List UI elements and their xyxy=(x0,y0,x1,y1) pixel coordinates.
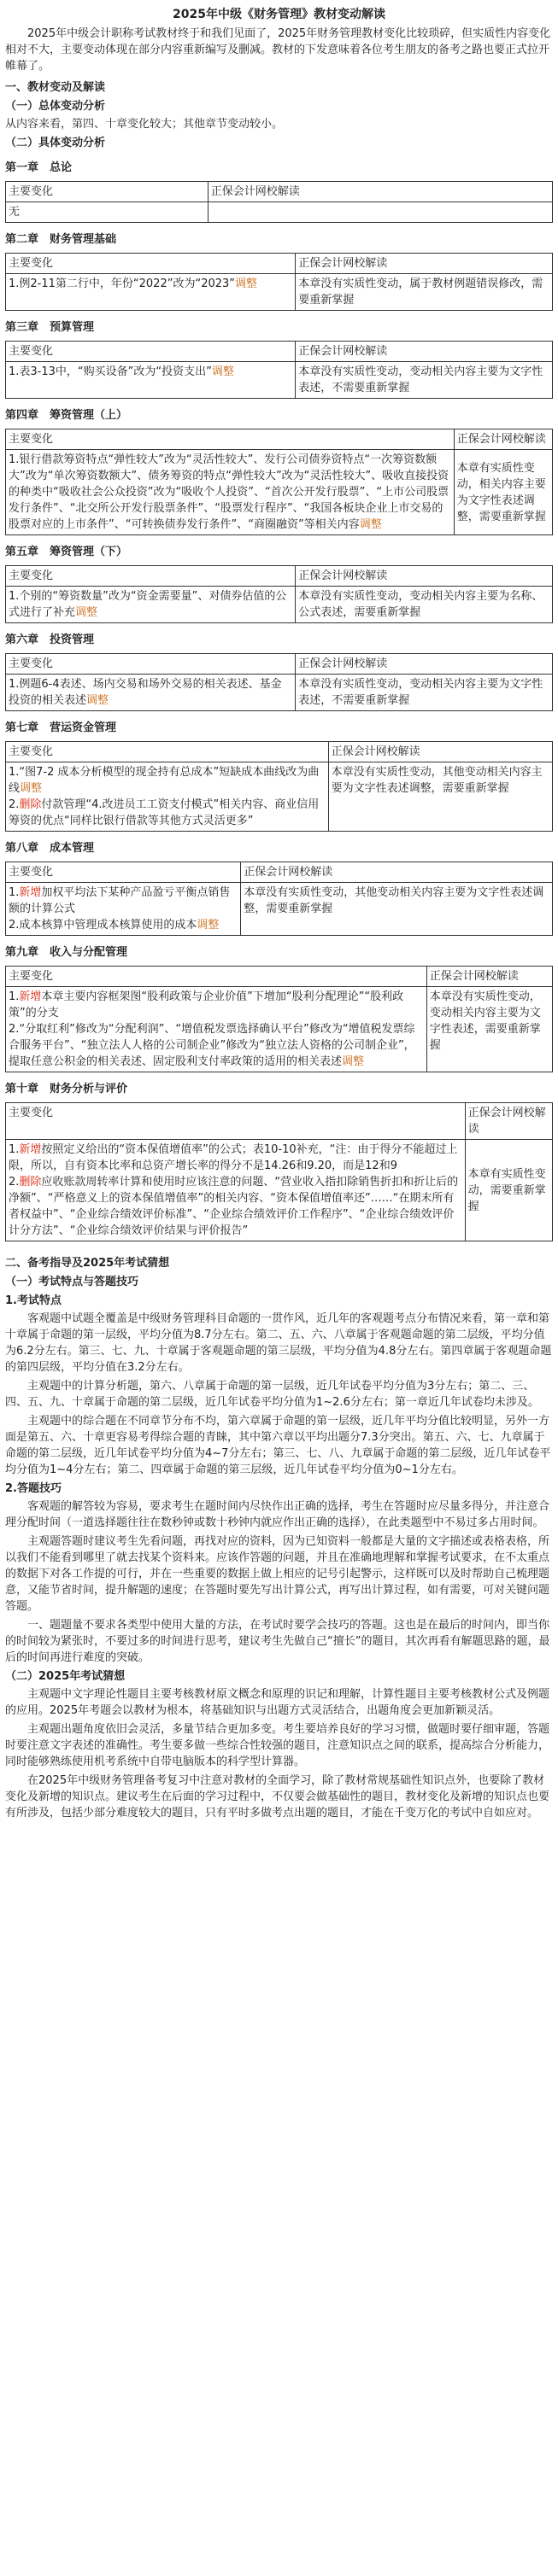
change-text: 2.“分取红利”修改为“分配利润”、“增值税发票选择确认平台”修改为“增值税发票综合服务平台”、“独立法人人格的公司制企业”修改为“独立法人资格的公司制企业”，提取任意公积金的相关表述、固定股利支付率政策的适用的相关表述 xyxy=(9,1023,415,1068)
change-item-1 xyxy=(9,764,326,797)
overall-analysis-text: 从内容来看，第四、十章变化较大；其他章节变动较小。 xyxy=(5,118,284,131)
document-title: 2025年中级《财务管理》教材变动解读 xyxy=(173,8,385,21)
change-tag: 新增 xyxy=(19,886,42,899)
col-header-change: 主要变化 xyxy=(6,862,241,883)
table-row xyxy=(6,450,553,535)
forecast-paragraph-3: 在2025年中级财务管理备考复习中注意对教材的全面学习，除了教材常规基础性知识点外，也要除了教材变化及新增的知识点。建议考生在后面的学习过程中，不仅要会做基础性的题目，教材变化及新增的知识点也要有所涉及，包括少部分难度较大的题目，只有平时多做考点出题的题目，才能在千变万化的考试中自如应对。 xyxy=(5,1774,550,1820)
table-header-row xyxy=(6,654,553,675)
change-number: 1. xyxy=(9,886,20,899)
change-cell xyxy=(6,450,455,535)
subsection-overall-title: （一）总体变动分析 xyxy=(5,100,106,113)
table-header-row xyxy=(6,862,553,883)
col-header-school: 正保会计网校解读 xyxy=(426,967,552,987)
change-text: 2.成本核算中管理成本核算使用的成本 xyxy=(9,919,197,932)
chapter-6-table xyxy=(5,653,553,711)
analysis-cell xyxy=(208,202,552,223)
chapter-5-title: 第五章 筹资管理（下） xyxy=(5,546,128,558)
subsection-forecast-title: （二）2025年考试猜想 xyxy=(5,1670,126,1683)
col-header-change: 主要变化 xyxy=(6,342,296,362)
tips-paragraph-2: 主观题答题时建议考生先看问题，再找对应的资料，因为已知资料一般都是大量的文字描述或表格表格，所以我们不能看到哪里了就去找某个资料来。应该作答题的问题，并且在准确地理解和掌握考试要求，在不太重点的数据下对各工作提的可行，并在一些重要的数据上做上相应的记号引起警示，这样既可以及时帮助自己梳理题意，又能节省时间，提升解题的速度；在答题时要先写出计算公式，再写出计算过程，如有需要，可对关键问题答题。 xyxy=(5,1535,550,1613)
change-cell xyxy=(6,274,296,311)
change-number: 1. xyxy=(9,990,20,1003)
chapter-3-table xyxy=(5,341,553,399)
table-header-row xyxy=(6,1103,553,1140)
table-header-row xyxy=(6,429,553,450)
col-header-school: 正保会计网校解读 xyxy=(208,182,552,202)
chapter-7-title: 第七章 营运资金管理 xyxy=(5,721,117,734)
change-tag: 调整 xyxy=(342,1055,365,1068)
change-tag: 删除 xyxy=(19,798,42,811)
table-header-row xyxy=(6,967,553,987)
chapter-3-title: 第三章 预算管理 xyxy=(5,321,95,334)
col-header-change: 主要变化 xyxy=(6,742,329,762)
table-row xyxy=(6,675,553,711)
change-number: 2. xyxy=(9,1176,20,1189)
col-header-school: 正保会计网校解读 xyxy=(296,566,553,587)
col-header-school: 正保会计网校解读 xyxy=(328,742,552,762)
change-cell xyxy=(6,883,241,936)
chapter-5-table xyxy=(5,565,553,623)
exam-features-title: 1.考试特点 xyxy=(5,1294,62,1307)
analysis-cell: 本章没有实质性变动，变动相关内容主要为文字性表述，不需要重新掌握 xyxy=(296,362,553,399)
change-tag: 调整 xyxy=(235,277,258,290)
change-number: 2. xyxy=(9,798,20,811)
subsection-detail-title: （二）具体变动分析 xyxy=(5,137,106,149)
table-header-row xyxy=(6,182,553,202)
change-text: 应收账款周转率计算和使用时应该注意的问题、“营业收入指扣除销售折扣和折让后的净额”、“严格意义上的资本保值增值率”的相关内容、“资本保值增值率还”……“在期末所有者权益中”、“企业综合绩效评价标准”、“企业综合绩效评价工作程序”、“企业综合绩效评价计分方法”、“企业综合绩效评价结果与评价报告” xyxy=(9,1176,459,1237)
chapter-9-title: 第九章 收入与分配管理 xyxy=(5,946,128,959)
features-paragraph-2: 主观题中的计算分析题，第六、八章属于命题的第一层级，近几年试卷平均分值为3分左右；第二、三、四、五、九、十章属于命题的第二层级，近几年试卷平均分值为1~2.6分左右；第一章近几年试卷均未涉及。 xyxy=(5,1380,539,1409)
chapter-4-title: 第四章 筹资管理（上） xyxy=(5,409,128,422)
chapter-4-table xyxy=(5,429,553,535)
col-header-change: 主要变化 xyxy=(6,254,296,274)
col-header-change: 主要变化 xyxy=(6,429,455,450)
table-header-row xyxy=(6,566,553,587)
change-text: 1.银行借款筹资特点“弹性较大”改为“灵活性较大”、发行公司债券资特点“一次筹资数额大”改为“单次筹资数额大”、债务筹资的特点“弹性较大”改为“灵活性较大”、吸收直接投资的种类中“吸收社会公众投资”改为“吸收个人投资”、“首次公开发行股票”、“上市公司股票发行条件”、“北交所公开发行股票条件”、“股票发行程序”、“我国各板块企业上市交易的股票对应的上市条件”、“可转换债券发行条件”、“商圈融资”等相关内容 xyxy=(9,453,449,531)
col-header-school: 正保会计网校解读 xyxy=(296,342,553,362)
change-tag: 调整 xyxy=(359,518,382,531)
table-row xyxy=(6,587,553,623)
features-paragraph-1: 客观题中试题全覆盖是中级财务管理科目命题的一贯作风，近几年的客观题考点分布情况来看，第一章和第十章属于命题的第一层级，平均分值为8.7分左右。第二、五、六、八章属于客观题命题的第二层级，平均分值为6.2分左右。第三、七、九、十章属于客观题命题的第三层级，平均分值为4.8分左右。第四章属于客观题命题的第四层级，平均分值在3.2分左右。 xyxy=(5,1312,552,1374)
forecast-paragraph-1: 主观题中文字理论性题目主要考核教材原文概念和原理的识记和理解，计算性题目主要考核教材公式及例题的应用。2025年考题会以教材为根本，将基础知识与出题方式灵活结合，出题角度会更加新颖灵活。 xyxy=(5,1688,550,1717)
table-row xyxy=(6,987,553,1072)
chapter-7-table xyxy=(5,741,553,832)
col-header-change: 主要变化 xyxy=(6,654,296,675)
chapter-10-title: 第十章 财务分析与评价 xyxy=(5,1083,128,1095)
answer-tips-title: 2.答题技巧 xyxy=(5,1482,62,1495)
change-number: 1. xyxy=(9,1143,20,1156)
chapter-2-table xyxy=(5,253,553,311)
change-tag: 调整 xyxy=(197,919,220,932)
analysis-cell: 本章没有实质性变动，变动相关内容主要为文字性表述，不需要重新掌握 xyxy=(296,675,553,711)
forecast-paragraph-2: 主观题出题角度依旧会灵活，多量节结合更加多变。考生要培养良好的学习习惯，做题时要仔细审题，答题时要注意文字表述的准确性。考生要多做一些综合性较强的题目，注意知识点之间的联系，提高综合分析能力，同时能够熟练使用机考系统中自带电脑版本的科学型计算器。 xyxy=(5,1723,550,1768)
col-header-change: 主要变化 xyxy=(6,182,209,202)
col-header-change: 主要变化 xyxy=(6,1103,466,1140)
table-header-row xyxy=(6,342,553,362)
col-header-change: 主要变化 xyxy=(6,967,427,987)
change-tag: 新增 xyxy=(19,990,42,1003)
change-cell xyxy=(6,587,296,623)
table-row xyxy=(6,362,553,399)
col-header-school: 正保会计网校解读 xyxy=(454,429,552,450)
change-text: 本章主要内容框架图“股利政策与企业价值”下增加“股利分配理论”“股利政策”的分支 xyxy=(9,990,404,1019)
change-cell xyxy=(6,675,296,711)
chapter-6-title: 第六章 投资管理 xyxy=(5,634,95,646)
chapter-2-title: 第二章 财务管理基础 xyxy=(5,233,117,246)
change-tag: 删除 xyxy=(19,1176,42,1189)
analysis-cell: 本章没有实质性变动，其他变动相关内容主要为文字性表述调整，需要重新掌握 xyxy=(328,762,552,832)
section-1-title: 一、教材变动及解读 xyxy=(5,81,106,94)
change-cell xyxy=(6,362,296,399)
chapter-1-table xyxy=(5,181,553,223)
tips-paragraph-3: 一、题题量不要求各类型中使用大量的方法，在考试时要学会技巧的答题。这也是在最后的时间内，即当你的时间较为紧张时，不要过多的时间进行思考，建议考生先做自己“擅长”的题目，其次再看有解题思路的题，最后的时间再进行难度的突破。 xyxy=(5,1619,550,1664)
table-header-row xyxy=(6,742,553,762)
change-item-2 xyxy=(9,917,238,933)
table-row xyxy=(6,1140,553,1241)
change-item-2 xyxy=(9,797,326,829)
chapter-1-title: 第一章 总论 xyxy=(5,161,73,174)
change-tag: 调整 xyxy=(86,694,109,707)
change-cell xyxy=(6,1140,466,1241)
analysis-cell: 本章没有实质性变动，变动相关内容主要为名称、公式表述，需要重新掌握 xyxy=(296,587,553,623)
subsection-features-title: （一）考试特点与答题技巧 xyxy=(5,1276,139,1288)
col-header-change: 主要变化 xyxy=(6,566,296,587)
features-paragraph-3: 主观题中的综合题在不同章节分布不均，第六章属于命题的第一层级，近几年平均分值比较明显，另外一方面是第五、六、十章更容易考得综合题的青睐，其中第六章以平均出题分7.3分突出。第五、六、七、九章属于命题的第二层级，近几年试卷平均分值为4~7分左右；第三、七、八、九章属于命题的第二层级，近几年试卷平均分值为1~4分左右；第二、四章属于命题的第三层级，近几年试卷平均分值为0~1分左右。 xyxy=(5,1415,551,1476)
change-tag: 调整 xyxy=(75,606,98,619)
change-item-1 xyxy=(9,1142,462,1174)
table-row xyxy=(6,762,553,832)
col-header-school: 正保会计网校解读 xyxy=(296,254,553,274)
analysis-cell: 本章没有实质性变动，其他变动相关内容主要为文字性表述调整，需要重新掌握 xyxy=(241,883,553,936)
change-text: 加权平均法下某种产品盈亏平衡点销售额的计算公式 xyxy=(9,886,231,915)
section-2-title: 二、备考指导及2025年考试猜想 xyxy=(5,1257,170,1270)
analysis-cell: 本章没有实质性变动，变动相关内容主要为文字性表述，需要重新掌握 xyxy=(426,987,552,1072)
chapter-9-table xyxy=(5,966,553,1072)
table-row xyxy=(6,202,553,223)
change-item-2 xyxy=(9,1021,424,1070)
change-item-1 xyxy=(9,885,238,917)
chapter-10-table xyxy=(5,1102,553,1241)
tips-paragraph-1: 客观题的解答较为容易，要求考生在题时间内尽快作出正确的选择，考生在答题时应尽量多得分，并注意合理分配时间（一道选择题往往在数秒钟或数十秒钟内就应作出正确的选择），在此类题型中不易过多占用时间。 xyxy=(5,1500,550,1529)
change-tag: 调整 xyxy=(20,782,43,795)
change-text: 付款管理“4.改进员工工资支付模式”相关内容、商业信用筹资的优点“同样比银行借款等其他方式灵活更多” xyxy=(9,798,320,827)
change-text: 1.例2-11第二行中，年份“2022”改为“2023” xyxy=(9,277,236,290)
change-text: 1.个别的“筹资数量”改为“资金需要量”、对债券估值的公式进行了补充 xyxy=(9,590,287,619)
table-row xyxy=(6,274,553,311)
change-tag: 新增 xyxy=(19,1143,42,1156)
change-tag: 调整 xyxy=(211,365,234,378)
col-header-school: 正保会计网校解读 xyxy=(296,654,553,675)
change-item-1 xyxy=(9,989,424,1021)
change-item-2 xyxy=(9,1174,462,1239)
analysis-cell: 本章有实质性变动，需要重新掌握 xyxy=(465,1140,552,1241)
intro-paragraph: 2025年中级会计职称考试教材终于和我们见面了，2025年财务管理教材变化比较琐碎，但实质性内容变化相对不大，主要变动体现在部分内容重新编写及删减。教材的下发意味着各位考生朋友的备考之路也要正式拉开帷幕了。 xyxy=(5,27,551,73)
change-cell xyxy=(6,762,329,832)
col-header-school: 正保会计网校解读 xyxy=(241,862,553,883)
change-text: 1.例题6-4表述、场内交易和场外交易的相关表述、基金投资的相关表述 xyxy=(9,678,282,707)
change-text: 按照定义给出的“资本保值增值率”的公式；表10-10补充，“注：由于得分不能超过上限，所以，自有资本比率和总资产增长率的得分不是14.26和9.20，而是12和9 xyxy=(9,1143,458,1172)
change-text: 1.“图7-2 成本分析模型的现金持有总成本”短缺成本曲线改为曲线 xyxy=(9,766,320,795)
change-cell: 无 xyxy=(6,202,209,223)
col-header-school: 正保会计网校解读 xyxy=(465,1103,552,1140)
chapter-8-title: 第八章 成本管理 xyxy=(5,842,95,855)
change-text: 1.表3-13中，“购买设备”改为“投资支出” xyxy=(9,365,212,378)
analysis-cell: 本章没有实质性变动，属于教材例题错误修改，需要重新掌握 xyxy=(296,274,553,311)
table-row xyxy=(6,883,553,936)
table-header-row xyxy=(6,254,553,274)
chapter-8-table xyxy=(5,862,553,936)
analysis-cell: 本章有实质性变动，相关内容主要为文字性表述调整，需要重新掌握 xyxy=(454,450,552,535)
change-cell xyxy=(6,987,427,1072)
